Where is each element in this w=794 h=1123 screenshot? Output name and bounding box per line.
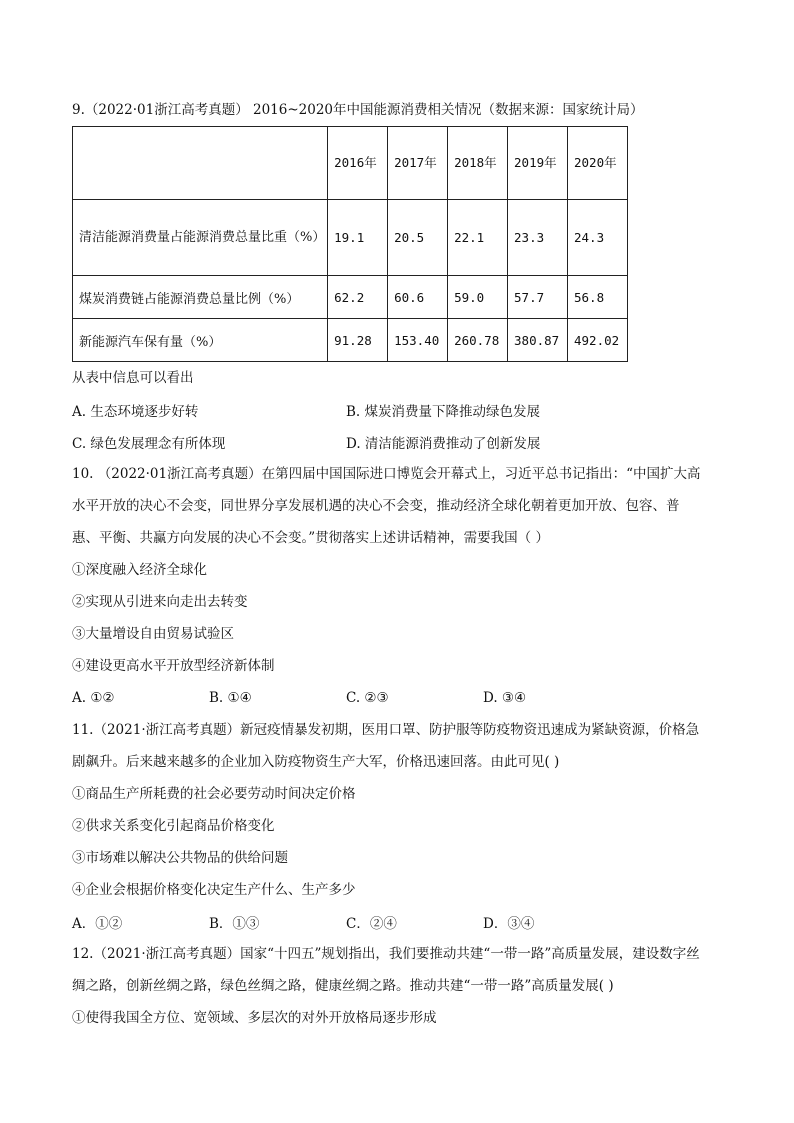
q11-option-a: A．①② — [72, 916, 123, 932]
table-cell: 153.40 — [388, 319, 448, 362]
table-cell: 57.7 — [508, 276, 568, 319]
q9-options-row-1 — [72, 394, 732, 426]
q9-option-a: A. 生态环境逐步好转 — [72, 404, 199, 420]
table-corner-cell — [73, 127, 328, 200]
q10-item: ③大量增设自由贸易试验区 — [72, 626, 234, 642]
table-cell: 22.1 — [448, 200, 508, 276]
q10-stem-line-1: 10. （2022·01浙江高考真题）在第四届中国国际进口博览会开幕式上，习近平总书记指出：“中国扩大高 — [72, 466, 701, 482]
q10-option-c: C. ②③ — [346, 690, 389, 706]
table-cell: 492.02 — [568, 319, 628, 362]
q11-option-c: C．②④ — [346, 916, 397, 932]
q12-stem-line-2: 绸之路，创新丝绸之路，绿色丝绸之路，健康丝绸之路。推动共建“一带一路”高质量发展( ) — [72, 978, 614, 994]
table-row — [73, 319, 628, 362]
table-row — [73, 200, 628, 276]
row-label-nev: 新能源汽车保有量（%） — [73, 319, 328, 362]
q10-option-a: A. ①② — [72, 690, 115, 706]
row-label-coal: 煤炭消费链占能源消费总量比例（%） — [73, 276, 328, 319]
table-row — [73, 276, 628, 319]
q11-stem-line-1: 11.（2021·浙江高考真题）新冠疫情暴发初期，医用口罩、防护服等防疫物资迅速成为紧缺资源，价格急 — [72, 722, 700, 738]
q11-item: ②供求关系变化引起商品价格变化 — [72, 818, 275, 834]
year-2017: 2017年 — [388, 127, 448, 200]
row-label-clean-energy: 清洁能源消费量占能源消费总量比重（%） — [73, 200, 328, 276]
table-header-row — [73, 127, 628, 200]
energy-table — [72, 126, 628, 362]
q11-item: ①商品生产所耗费的社会必要劳动时间决定价格 — [72, 786, 356, 802]
q9-stem: 9.（2022·01浙江高考真题） 2016~2020年中国能源消费相关情况（数据来源：国家统计局） — [72, 102, 644, 118]
q10-option-b: B. ①④ — [209, 690, 252, 706]
exam-page — [72, 100, 732, 1034]
table-cell: 56.8 — [568, 276, 628, 319]
q9-options-row-2 — [72, 426, 732, 458]
q11-item: ③市场难以解决公共物品的供给问题 — [72, 850, 288, 866]
q11-stem-line-2: 剧飙升。后来越来越多的企业加入防疫物资生产大军，价格迅速回落。由此可见( ) — [72, 754, 560, 770]
q10-item: ④建设更高水平开放型经济新体制 — [72, 658, 275, 674]
year-2019: 2019年 — [508, 127, 568, 200]
table-cell: 20.5 — [388, 200, 448, 276]
q10-item: ②实现从引进来向走出去转变 — [72, 594, 248, 610]
q10-item: ①深度融入经济全球化 — [72, 562, 207, 578]
table-cell: 59.0 — [448, 276, 508, 319]
table-cell: 260.78 — [448, 319, 508, 362]
q11-option-b: B．①③ — [209, 916, 260, 932]
q10-stem-line-3: 惠、平衡、共赢方向发展的决心不会变。”贯彻落实上述讲话精神，需要我国（ ） — [72, 530, 549, 546]
q9-option-d: D. 清洁能源消费推动了创新发展 — [346, 436, 541, 452]
table-cell: 91.28 — [328, 319, 388, 362]
table-cell: 60.6 — [388, 276, 448, 319]
q9-option-b: B. 煤炭消费量下降推动绿色发展 — [346, 404, 541, 420]
q9-option-c: C. 绿色发展理念有所体现 — [72, 436, 226, 452]
q11-option-d: D．③④ — [483, 916, 535, 932]
q12-item: ①使得我国全方位、宽领域、多层次的对外开放格局逐步形成 — [72, 1010, 437, 1026]
q11-item: ④企业会根据价格变化决定生产什么、生产多少 — [72, 882, 356, 898]
q10-option-d: D. ③④ — [483, 690, 527, 706]
year-2018: 2018年 — [448, 127, 508, 200]
year-2020: 2020年 — [568, 127, 628, 200]
q10-stem-line-2: 水平开放的决心不会变，同世界分享发展机遇的决心不会变，推动经济全球化朝着更加开放、包容、普 — [72, 498, 680, 514]
table-cell: 380.87 — [508, 319, 568, 362]
table-cell: 19.1 — [328, 200, 388, 276]
q10-options — [72, 682, 732, 714]
table-cell: 62.2 — [328, 276, 388, 319]
table-cell: 24.3 — [568, 200, 628, 276]
table-cell: 23.3 — [508, 200, 568, 276]
year-2016: 2016年 — [328, 127, 388, 200]
q12-stem-line-1: 12.（2021·浙江高考真题）国家“十四五”规划指出，我们要推动共建“一带一路”高质量发展，建设数字丝 — [72, 946, 700, 962]
q9-lead: 从表中信息可以看出 — [72, 370, 194, 386]
q11-options — [72, 906, 732, 938]
